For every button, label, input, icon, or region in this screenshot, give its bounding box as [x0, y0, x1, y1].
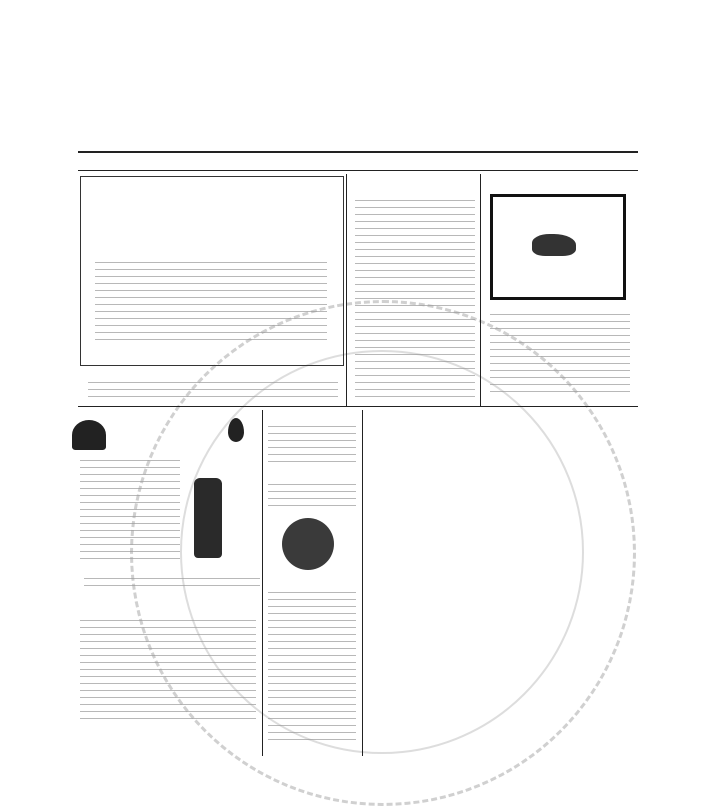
masthead-rule: [78, 151, 638, 153]
drop-icon: [228, 418, 244, 442]
left-section-body: [80, 620, 256, 720]
column-divider-2: [480, 174, 481, 406]
column-divider-3: [262, 410, 263, 756]
mid-ad-body: [268, 426, 356, 466]
royal-emblem-icon: [72, 420, 106, 450]
dateline-rule: [78, 170, 638, 171]
left-ad-description: [80, 460, 180, 560]
center-column-body: [355, 200, 475, 400]
notice-footnote: [88, 382, 338, 398]
column-divider-4: [362, 410, 363, 756]
medicine-ad-tiger-icon: [532, 234, 576, 256]
left-ad-footer: [84, 578, 260, 590]
column-divider-1: [346, 174, 347, 406]
notice-body-text: [95, 262, 327, 342]
section-rule: [78, 406, 638, 407]
tonic-bottle-image: [194, 478, 222, 558]
portrait-image: [282, 518, 334, 570]
medicine-ad-body: [490, 314, 630, 394]
mid-ad-sub-body: [268, 592, 356, 742]
mid-ad-details: [268, 484, 356, 508]
